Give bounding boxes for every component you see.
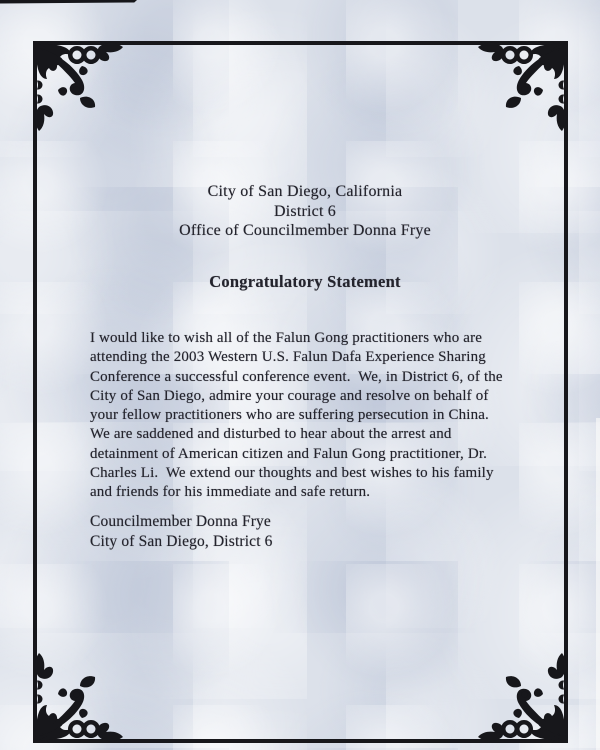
signature-name-line: Councilmember Donna Frye: [90, 513, 271, 530]
body-line: your fellow practitioners who are suffering persecution in China.: [90, 407, 489, 424]
letterhead-district-line: District 6: [274, 202, 336, 220]
scan-edge-artifact-right: [596, 418, 600, 750]
letterhead-city-line: City of San Diego, California: [207, 183, 403, 200]
body-line: I would like to wish all of the Falun Gong practitioners who are: [90, 330, 483, 346]
body-line: attending the 2003 Western U.S. Falun Dafa Experience Sharing: [90, 349, 486, 366]
body-line: detainment of American citizen and Falun Gong practitioner, Dr.: [90, 445, 488, 462]
scan-edge-artifact-top: [0, 0, 137, 4]
corner-flourish-icon: [33, 41, 129, 137]
body-line: We are saddened and disturbed to hear about the arrest and: [90, 426, 452, 443]
letterhead: [0, 182, 600, 241]
letterhead-office-line: Office of Councilmember Donna Frye: [179, 222, 431, 239]
body-line: City of San Diego, admire your courage and resolve on behalf of: [90, 387, 489, 404]
corner-flourish-icon: [472, 647, 568, 743]
signature-block: [90, 512, 273, 551]
body-line: Charles Li. We extend our thoughts and best wishes to his family: [90, 465, 494, 482]
statement-title: Congratulatory Statement: [209, 272, 401, 291]
body-line: and friends for his immediate and safe return.: [90, 484, 371, 501]
signature-district-line: City of San Diego, District 6: [90, 532, 273, 550]
corner-flourish-icon: [472, 41, 568, 137]
corner-flourish-icon: [33, 647, 129, 743]
statement-body: [90, 329, 503, 503]
body-line: Conference a successful conference event. We, in District 6, of the: [90, 368, 503, 385]
